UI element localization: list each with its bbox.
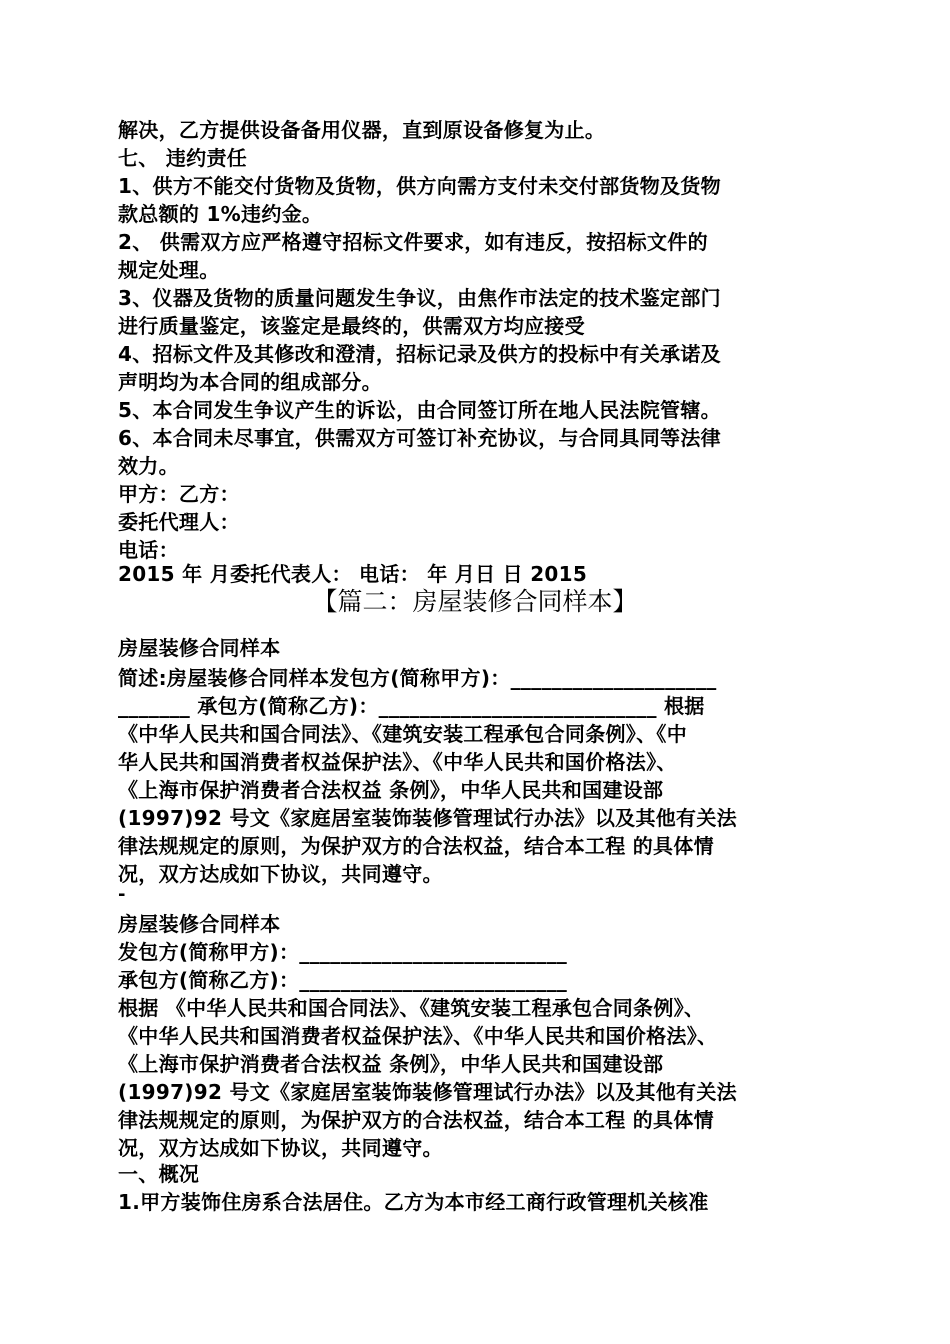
text-line: (1997)92 号文《家庭居室装饰装修管理试行办法》以及其他有关法 — [118, 1080, 737, 1104]
text-line: 《上海市保护消费者合法权益 条例》，中华人民共和国建设部 — [118, 1052, 664, 1076]
signature-agent: 委托代理人： — [118, 510, 240, 534]
text-line: 律法规规定的原则，为保护双方的合法权益，结合本工程 的具体情 — [118, 834, 714, 858]
text-line: 1、供方不能交付货物及货物，供方向需方支付未交付部货物及货物 — [118, 174, 721, 198]
text-line: 1.甲方装饰住房系合法居住。乙方为本市经工商行政管理机关核准 — [118, 1190, 709, 1214]
text-line: 华人民共和国消费者权益保护法》、《中华人民共和国价格法》、 — [118, 750, 677, 774]
text-line: 3、仪器及货物的质量问题发生争议，由焦作市法定的技术鉴定部门 — [118, 286, 721, 310]
text-line: 2、 供需双方应严格遵守招标文件要求，如有违反，按招标文件的 — [118, 230, 708, 254]
text-line: 规定处理。 — [118, 258, 220, 282]
text-line: _______ 承包方(简称乙方)：___________________________ 根据 — [118, 694, 705, 718]
text-line: 简述:房屋装修合同样本发包方(简称甲方)：____________________ — [118, 666, 717, 690]
text-line: 《上海市保护消费者合法权益 条例》，中华人民共和国建设部 — [118, 778, 664, 802]
signature-phone: 电话： — [118, 538, 179, 562]
text-line: 况，双方达成如下协议，共同遵守。 — [118, 1136, 443, 1160]
text-line: (1997)92 号文《家庭居室装饰装修管理试行办法》以及其他有关法 — [118, 806, 737, 830]
text-line: 声明均为本合同的组成部分。 — [118, 370, 382, 394]
party-b-line: 承包方(简称乙方)：__________________________ — [118, 968, 568, 992]
text-line: 5、本合同发生争议产生的诉讼，由合同签订所在地人民法院管辖。 — [118, 398, 721, 422]
section-title: 房屋装修合同样本 — [118, 912, 281, 936]
text-line: 根据 《中华人民共和国合同法》、《建筑安装工程承包合同条例》、 — [118, 996, 705, 1020]
section-title: 房屋装修合同样本 — [118, 636, 281, 660]
text-line: 4、招标文件及其修改和澄清，招标记录及供方的投标中有关承诺及 — [118, 342, 721, 366]
text-line: 况，双方达成如下协议，共同遵守。 — [118, 862, 443, 886]
text-line: 6、本合同未尽事宜，供需双方可签订补充协议，与合同具同等法律 — [118, 426, 721, 450]
clause-heading-breach: 七、 违约责任 — [118, 146, 248, 170]
text-line: 律法规规定的原则，为保护双方的合法权益，结合本工程 的具体情 — [118, 1108, 714, 1132]
text-line: 《中华人民共和国消费者权益保护法》、《中华人民共和国价格法》、 — [118, 1024, 718, 1048]
signature-parties: 甲方：乙方： — [118, 482, 240, 506]
signature-date: 2015 年 月委托代表人： 电话： 年 月日 日 2015 — [118, 562, 588, 586]
text-line: 效力。 — [118, 454, 179, 478]
section-heading: 【篇二：房屋装修合同样本】 — [312, 587, 638, 616]
subsection-heading: 一、概况 — [118, 1162, 200, 1186]
party-a-line: 发包方(简称甲方)：__________________________ — [118, 940, 568, 964]
separator-dash: - — [118, 884, 126, 905]
text-line: 《中华人民共和国合同法》、《建筑安装工程承包合同条例》、《中 — [118, 722, 687, 746]
text-line: 款总额的 1%违约金。 — [118, 202, 323, 226]
text-line: 进行质量鉴定，该鉴定是最终的，供需双方均应接受 — [118, 314, 585, 338]
text-line: 解决，乙方提供设备备用仪器，直到原设备修复为止。 — [118, 118, 606, 142]
